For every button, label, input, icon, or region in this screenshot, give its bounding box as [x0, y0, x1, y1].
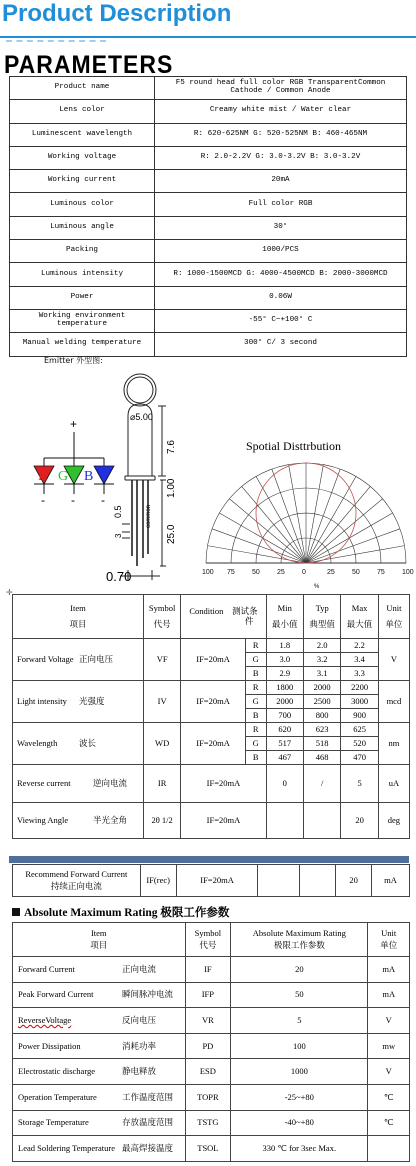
electrical-item: Viewing Angle 半光全角	[13, 803, 144, 839]
header-unit: Unit 单位	[378, 595, 409, 639]
abs-rating: 20	[231, 957, 368, 983]
max-value: 5	[341, 765, 378, 803]
parameter-row	[10, 263, 407, 286]
electrical-item: Light intensity 光强度	[13, 681, 144, 723]
abs-symbol: PD	[185, 1033, 231, 1059]
parameter-value: 1000/PCS	[155, 240, 407, 263]
polar-tick-label: 75	[227, 569, 235, 576]
abs-item: ReverseVoltage 反向电压	[13, 1008, 186, 1034]
max-value: 900	[341, 709, 378, 723]
viewing-row	[13, 803, 410, 839]
parameter-row	[10, 333, 407, 356]
header-dash-decoration	[6, 40, 106, 43]
max-value: 3.4	[341, 653, 378, 667]
parameter-value: R: 2.0-2.2V G: 3.0-3.2V B: 3.0-3.2V	[155, 146, 407, 169]
parameter-name: Luminous intensity	[10, 263, 155, 286]
header-underline	[0, 36, 416, 38]
parameter-value: R: 620-625NM G: 520-525NM B: 460-465NM	[155, 123, 407, 146]
abs-rating: 100	[231, 1033, 368, 1059]
abs-item: Electrostatic discharge 静电释放	[13, 1059, 186, 1085]
blue-diode-icon	[94, 466, 114, 484]
parameter-value: 30°	[155, 216, 407, 239]
parameter-row	[10, 77, 407, 100]
recommend-unit: mA	[372, 865, 410, 897]
parameter-value: Creamy white mist / Water clear	[155, 100, 407, 123]
spatial-distribution-chart	[196, 430, 416, 590]
parameters-title: PARAMETERS	[4, 50, 174, 79]
electrical-row	[13, 639, 410, 653]
axis-unit-label: %	[314, 584, 320, 590]
abs-item: Operation Temperature 工作温度范围	[13, 1084, 186, 1110]
min-value: 3.0	[266, 653, 303, 667]
typ-value: 800	[303, 709, 340, 723]
typ-value: 623	[303, 723, 340, 737]
abs-rating: 5	[231, 1008, 368, 1034]
max-value: 470	[341, 751, 378, 765]
max-value: 520	[341, 737, 378, 751]
abs-unit: V	[368, 1008, 410, 1034]
parameter-row	[10, 240, 407, 263]
parameter-value: 0.06W	[155, 286, 407, 309]
parameter-name: Product name	[10, 77, 155, 100]
electrical-symbol: VF	[143, 639, 180, 681]
electrical-unit: nm	[378, 723, 409, 765]
abs-symbol: TOPR	[185, 1084, 231, 1110]
abs-row	[13, 1033, 410, 1059]
pin-g-label: G	[58, 469, 69, 484]
abs-unit: mA	[368, 982, 410, 1008]
parameter-name: Luminous color	[10, 193, 155, 216]
electrical-condition: IF=20mA	[181, 765, 266, 803]
section-divider-bar	[9, 856, 409, 863]
abs-header-symbol: Symbol 代号	[185, 923, 231, 957]
parameter-value: 20mA	[155, 170, 407, 193]
recommend-table	[12, 864, 410, 897]
parameter-row	[10, 286, 407, 309]
electrical-item: Wavelength 波长	[13, 723, 144, 765]
pin-b-label: B	[84, 469, 94, 484]
typ-value: 518	[303, 737, 340, 751]
diameter-label: ⌀5.00	[130, 412, 153, 422]
typ-value: 3.2	[303, 653, 340, 667]
color-channel: G	[245, 653, 266, 667]
pin-r-label: R	[38, 469, 48, 484]
electrical-unit: V	[378, 639, 409, 681]
color-channel: R	[245, 681, 266, 695]
electrical-condition: IF=20mA	[181, 723, 245, 765]
color-channel: R	[245, 639, 266, 653]
color-channel: B	[245, 667, 266, 681]
polar-tick-label: 25	[277, 569, 285, 576]
recommend-symbol: IF(rec)	[140, 865, 176, 897]
max-value: 2200	[341, 681, 378, 695]
abs-header-rating: Absolute Maximum Rating 极限工作参数	[231, 923, 368, 957]
header-min: Min 最小值	[266, 595, 303, 639]
polar-tick-label: 100	[402, 569, 414, 576]
abs-rating: -25~+80	[231, 1084, 368, 1110]
height-label: 7.6	[166, 440, 177, 454]
polar-tick-label: 100	[202, 569, 214, 576]
emitter-dimension-drawing	[0, 366, 196, 588]
page-title: Product Description	[2, 0, 232, 27]
abs-item: Storage Temperature 存放温度范围	[13, 1110, 186, 1136]
bullet-square-icon	[12, 908, 20, 916]
abs-row	[13, 982, 410, 1008]
recommend-max: 20	[336, 865, 372, 897]
min-value	[266, 803, 303, 839]
polar-tick-label: 50	[252, 569, 260, 576]
spacing-label: 0.5	[113, 505, 123, 518]
electrical-unit: deg	[378, 803, 409, 839]
electrical-unit: uA	[378, 765, 409, 803]
parameter-row	[10, 216, 407, 239]
reverse-row	[13, 765, 410, 803]
abs-unit: mw	[368, 1033, 410, 1059]
abs-row	[13, 1136, 410, 1162]
typ-value: 468	[303, 751, 340, 765]
abs-item: Lead Soldering Temperature 最高焊接温度	[13, 1136, 186, 1162]
lead-width-label: 3	[114, 533, 123, 538]
parameter-name: Working environment temperature	[10, 309, 155, 332]
absolute-rating-title: Absolute Maximum Rating 极限工作参数	[12, 904, 229, 920]
top-view-inner-circle	[127, 377, 153, 403]
abs-unit: V	[368, 1059, 410, 1085]
header-max: Max 最大值	[341, 595, 378, 639]
electrical-table	[12, 594, 410, 839]
lead-length-label: 25.0	[166, 524, 177, 544]
color-channel: B	[245, 751, 266, 765]
abs-symbol: TSTG	[185, 1110, 231, 1136]
parameter-name: Manual welding temperature	[10, 333, 155, 356]
bottom-dim-label: 0.70	[106, 569, 132, 584]
abs-unit: ℃	[368, 1110, 410, 1136]
parameters-table	[9, 76, 407, 357]
abs-header-unit: Unit 单位	[368, 923, 410, 957]
min-value: 1800	[266, 681, 303, 695]
abs-symbol: IFP	[185, 982, 231, 1008]
table-anchor-icon: ✛	[6, 588, 13, 597]
polar-tick-label: 0	[302, 569, 306, 576]
top-view-outer-circle	[124, 374, 156, 406]
polar-tick-label: 25	[327, 569, 335, 576]
max-value: 20	[341, 803, 378, 839]
header-item: Item 项目	[13, 595, 144, 639]
abs-item: Forward Current 正向电流	[13, 957, 186, 983]
abs-symbol: TSOL	[185, 1136, 231, 1162]
recommend-condition: IF=20mA	[176, 865, 258, 897]
parameter-name: Power	[10, 286, 155, 309]
abs-row	[13, 1008, 410, 1034]
page-header	[0, 0, 416, 50]
parameter-name: Working current	[10, 170, 155, 193]
parameter-value: 300° C/ 3 second	[155, 333, 407, 356]
typ-value: 2500	[303, 695, 340, 709]
plus-label: +	[70, 417, 78, 431]
typ-value: /	[303, 765, 340, 803]
header-symbol: Symbol 代号	[143, 595, 180, 639]
header-condition: Condition 测试条 件	[181, 595, 266, 639]
abs-item: Power Dissipation 消耗功率	[13, 1033, 186, 1059]
abs-rating: 1000	[231, 1059, 368, 1085]
parameter-row	[10, 193, 407, 216]
max-value: 3.3	[341, 667, 378, 681]
polar-tick-label: 75	[377, 569, 385, 576]
min-value: 467	[266, 751, 303, 765]
common-pin-label: common	[146, 504, 152, 528]
polar-tick-label: 50	[352, 569, 360, 576]
electrical-symbol: IV	[143, 681, 180, 723]
parameter-row	[10, 146, 407, 169]
minus-label-b: -	[101, 493, 105, 507]
parameter-value: Full color RGB	[155, 193, 407, 216]
max-value: 625	[341, 723, 378, 737]
abs-row	[13, 1110, 410, 1136]
abs-symbol: VR	[185, 1008, 231, 1034]
electrical-item: Forward Voltage 正向电压	[13, 639, 144, 681]
min-value: 1.8	[266, 639, 303, 653]
max-value: 2.2	[341, 639, 378, 653]
minus-label-g: -	[71, 493, 75, 507]
minus-label-r: -	[41, 493, 45, 507]
emitter-label: Emitter 外型图:	[44, 356, 103, 365]
parameter-name: Working voltage	[10, 146, 155, 169]
typ-value: 2000	[303, 681, 340, 695]
abs-unit: mA	[368, 957, 410, 983]
electrical-condition: IF=20mA	[181, 803, 266, 839]
parameter-row	[10, 309, 407, 332]
electrical-row	[13, 681, 410, 695]
abs-unit: ℃	[368, 1084, 410, 1110]
abs-rating: -40~+80	[231, 1110, 368, 1136]
color-channel: G	[245, 737, 266, 751]
color-channel: B	[245, 709, 266, 723]
parameter-value: R: 1000-1500MCD G: 4000-4500MCD B: 2000-3000MCD	[155, 263, 407, 286]
parameter-value: -55° C~+100° C	[155, 309, 407, 332]
electrical-item: Reverse current 逆向电流	[13, 765, 144, 803]
abs-rating: 330 ℃ for 3sec Max.	[231, 1136, 368, 1162]
spatial-title: Spotial Disttrbution	[246, 439, 342, 453]
typ-value: 2.0	[303, 639, 340, 653]
abs-header-item: Item 项目	[13, 923, 186, 957]
color-channel: R	[245, 723, 266, 737]
max-value: 3000	[341, 695, 378, 709]
min-value: 0	[266, 765, 303, 803]
electrical-unit: mcd	[378, 681, 409, 723]
electrical-condition: IF=20mA	[181, 639, 245, 681]
color-channel: G	[245, 695, 266, 709]
stem-label: 1.00	[166, 478, 177, 498]
abs-item: Peak Forward Current 瞬间脉冲电流	[13, 982, 186, 1008]
parameter-name: Packing	[10, 240, 155, 263]
parameter-row	[10, 123, 407, 146]
parameter-name: Lens color	[10, 100, 155, 123]
abs-symbol: ESD	[185, 1059, 231, 1085]
parameter-value: F5 round head full color RGB TransparentCommon Cathode / Common Anode	[155, 77, 407, 100]
abs-symbol: IF	[185, 957, 231, 983]
min-value: 620	[266, 723, 303, 737]
header-typ: Typ 典型值	[303, 595, 340, 639]
min-value: 2000	[266, 695, 303, 709]
abs-row	[13, 1059, 410, 1085]
parameter-name: Luminescent wavelength	[10, 123, 155, 146]
min-value: 2.9	[266, 667, 303, 681]
parameter-row	[10, 100, 407, 123]
electrical-row	[13, 723, 410, 737]
abs-row	[13, 957, 410, 983]
absolute-rating-table	[12, 922, 410, 1162]
electrical-symbol: IR	[143, 765, 180, 803]
parameter-row	[10, 170, 407, 193]
min-value: 700	[266, 709, 303, 723]
abs-unit	[368, 1136, 410, 1162]
electrical-symbol: 2θ 1/2	[143, 803, 180, 839]
parameter-name: Luminous angle	[10, 216, 155, 239]
abs-row	[13, 1084, 410, 1110]
electrical-symbol: WD	[143, 723, 180, 765]
abs-rating: 50	[231, 982, 368, 1008]
typ-value	[303, 803, 340, 839]
typ-value: 3.1	[303, 667, 340, 681]
min-value: 517	[266, 737, 303, 751]
recommend-item: Recommend Forward Current 持续正向电流	[13, 865, 141, 897]
electrical-condition: IF=20mA	[181, 681, 245, 723]
